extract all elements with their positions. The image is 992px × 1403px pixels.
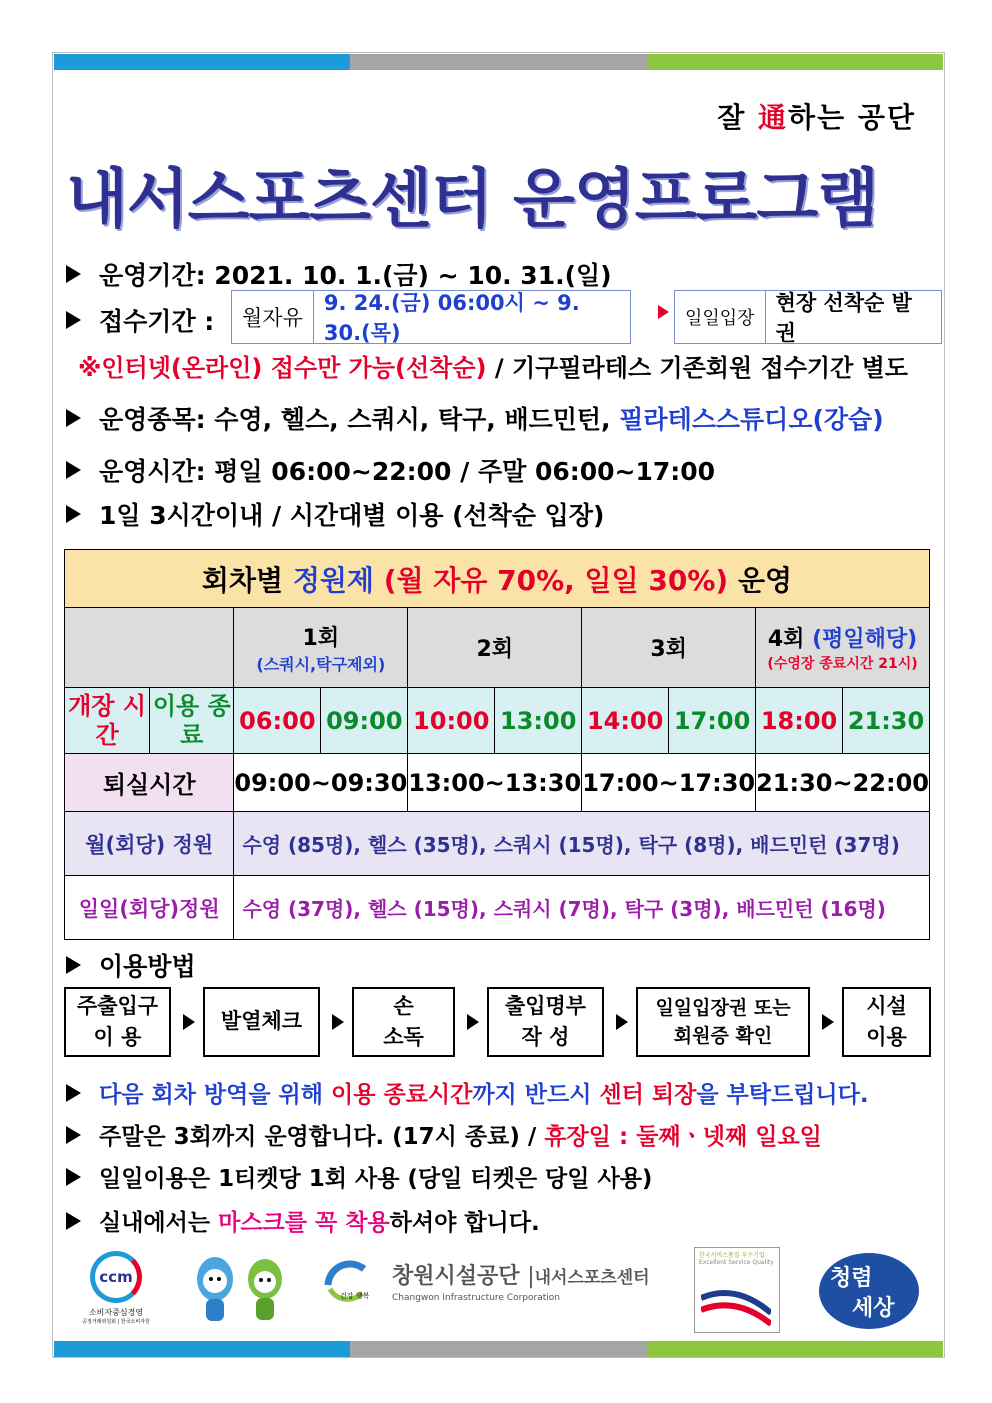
step-entrance: 주출입구 이 용 [64,987,171,1057]
usage-flow [64,987,931,1057]
end-time-2: 13:00 [495,688,582,754]
open-time-3: 14:00 [582,688,669,754]
table-title: 회차별 정원제 (월 자유 70%, 일일 30%) 운영 [65,550,930,608]
note-mask: 실내에서는 마스크를 꼭 착용하셔야 합니다. [66,1204,540,1237]
session-1-header: 1회 (스쿼시,탁구제외) [234,608,408,688]
top-stripe [54,54,943,70]
exit-time-3: 17:00~17:30 [582,754,756,812]
exit-time-label: 퇴실시간 [65,754,234,812]
integrity-world-logo: 청렴 세상 [814,1247,924,1333]
monthly-period: 9. 24.(금) 06:00시 ~ 9. 30.(목) [323,291,580,345]
session-table [64,549,930,940]
monthly-capacity-label: 월(회당) 정원 [65,812,234,876]
bullet-icon [66,1126,81,1144]
bullet-icon [66,461,81,479]
step-visitor-log: 출입명부 작 성 [487,987,604,1057]
page-title: 내서스포츠센터 운영프로그램 [66,163,878,237]
exit-time-4: 21:30~22:00 [756,754,930,812]
daily-capacity: 수영 (37명), 헬스 (15명), 스쿼시 (7명), 탁구 (3명), 배드민턴 (16명) [234,876,930,940]
online-notice: ※인터넷(온라인) 접수만 가능(선착순) / 기구필라테스 기존회원 접수기간 별도 [78,354,908,382]
open-time-label: 개장 시간 [65,688,150,754]
end-time-1: 09:00 [321,688,408,754]
arrow-right-icon [822,1014,834,1030]
step-fever-check: 발열체크 [203,987,320,1057]
open-time-2: 10:00 [408,688,495,754]
end-time-4: 21:30 [843,688,930,754]
daily-label: 일일입장 [675,291,766,343]
info-hours: 운영시간: 평일 06:00~22:00 / 주말 06:00~17:00 [66,452,715,488]
step-hand-sanitize: 손 소독 [352,987,455,1057]
bullet-icon [66,505,81,523]
arrow-right-icon [467,1014,479,1030]
daily-capacity-label: 일일(회당)정원 [65,876,234,940]
blank-header [65,608,234,688]
reception-daily-box [674,290,942,344]
note-weekend: 주말은 3회까지 운영합니다. (17시 종료) / 휴장일 : 둘째ㆍ넷째 일요일 [66,1118,822,1151]
bullet-icon [66,311,81,329]
changwon-emblem-icon [320,1255,370,1315]
monthly-capacity: 수영 (85명), 헬스 (35명), 스쿼시 (15명), 탁구 (8명), 배드민턴 (37명) [234,812,930,876]
reception-monthly-box [231,290,631,344]
exit-time-1: 09:00~09:30 [234,754,408,812]
step-ticket-check: 일일입장권 또는 회원증 확인 [636,987,810,1057]
ccm-logo: ccm 소비자중심경영 공정거래위원회 | 한국소비자원 [76,1251,156,1325]
info-sports: 운영종목: 수영, 헬스, 스쿼시, 탁구, 배드민턴, 필라테스스튜디오(강습) [66,400,884,436]
bottom-stripe [54,1341,943,1357]
end-time-3: 17:00 [669,688,756,754]
info-period: 운영기간: 2021. 10. 1.(금) ~ 10. 31.(일) [66,256,612,292]
bullet-icon [66,1084,81,1102]
session-3-header: 3회 [582,608,756,688]
bullet-icon [66,1212,81,1230]
bullet-icon [66,956,81,974]
info-reception-label: 접수기간 : [66,302,214,338]
daily-value: 현장 선착순 발권 [775,291,912,345]
session-2-header: 2회 [408,608,582,688]
open-time-1: 06:00 [234,688,321,754]
arrow-right-icon [332,1014,344,1030]
slogan: 잘 通하는 공단 [717,101,916,134]
arrow-right-icon [658,305,669,319]
usage-label: 이용방법 [66,947,196,983]
bullet-icon [66,1168,81,1186]
info-limit: 1일 3시간이내 / 시간대별 이용 (선착순 입장) [66,496,604,532]
open-time-4: 18:00 [756,688,843,754]
footer-logos [54,1245,943,1335]
exit-time-2: 13:00~13:30 [408,754,582,812]
arrow-right-icon [616,1014,628,1030]
note-daily-ticket: 일일이용은 1티켓당 1회 사용 (당일 티켓은 당일 사용) [66,1160,652,1193]
mascot-icon [182,1249,297,1329]
step-facility-use: 시설 이용 [842,987,931,1057]
monthly-label: 월자유 [232,291,314,343]
service-quality-badge: 한국서비스품질 우수기업 Excellent Service Quality [694,1247,780,1333]
bullet-icon [66,265,81,283]
note-exit: 다음 회차 방역을 위해 이용 종료시간까지 반드시 센터 퇴장을 부탁드립니다. [66,1076,869,1109]
bullet-icon [66,409,81,427]
changwon-logo: 건강 행복 창원시설공단 |내서스포츠센터 Changwon Infrastructure Corporation [320,1255,650,1325]
end-time-label: 이용 종료 [150,688,234,754]
arrow-right-icon [183,1014,195,1030]
session-4-header: 4회 (평일해당) (수영장 종료시간 21시) [756,608,930,688]
